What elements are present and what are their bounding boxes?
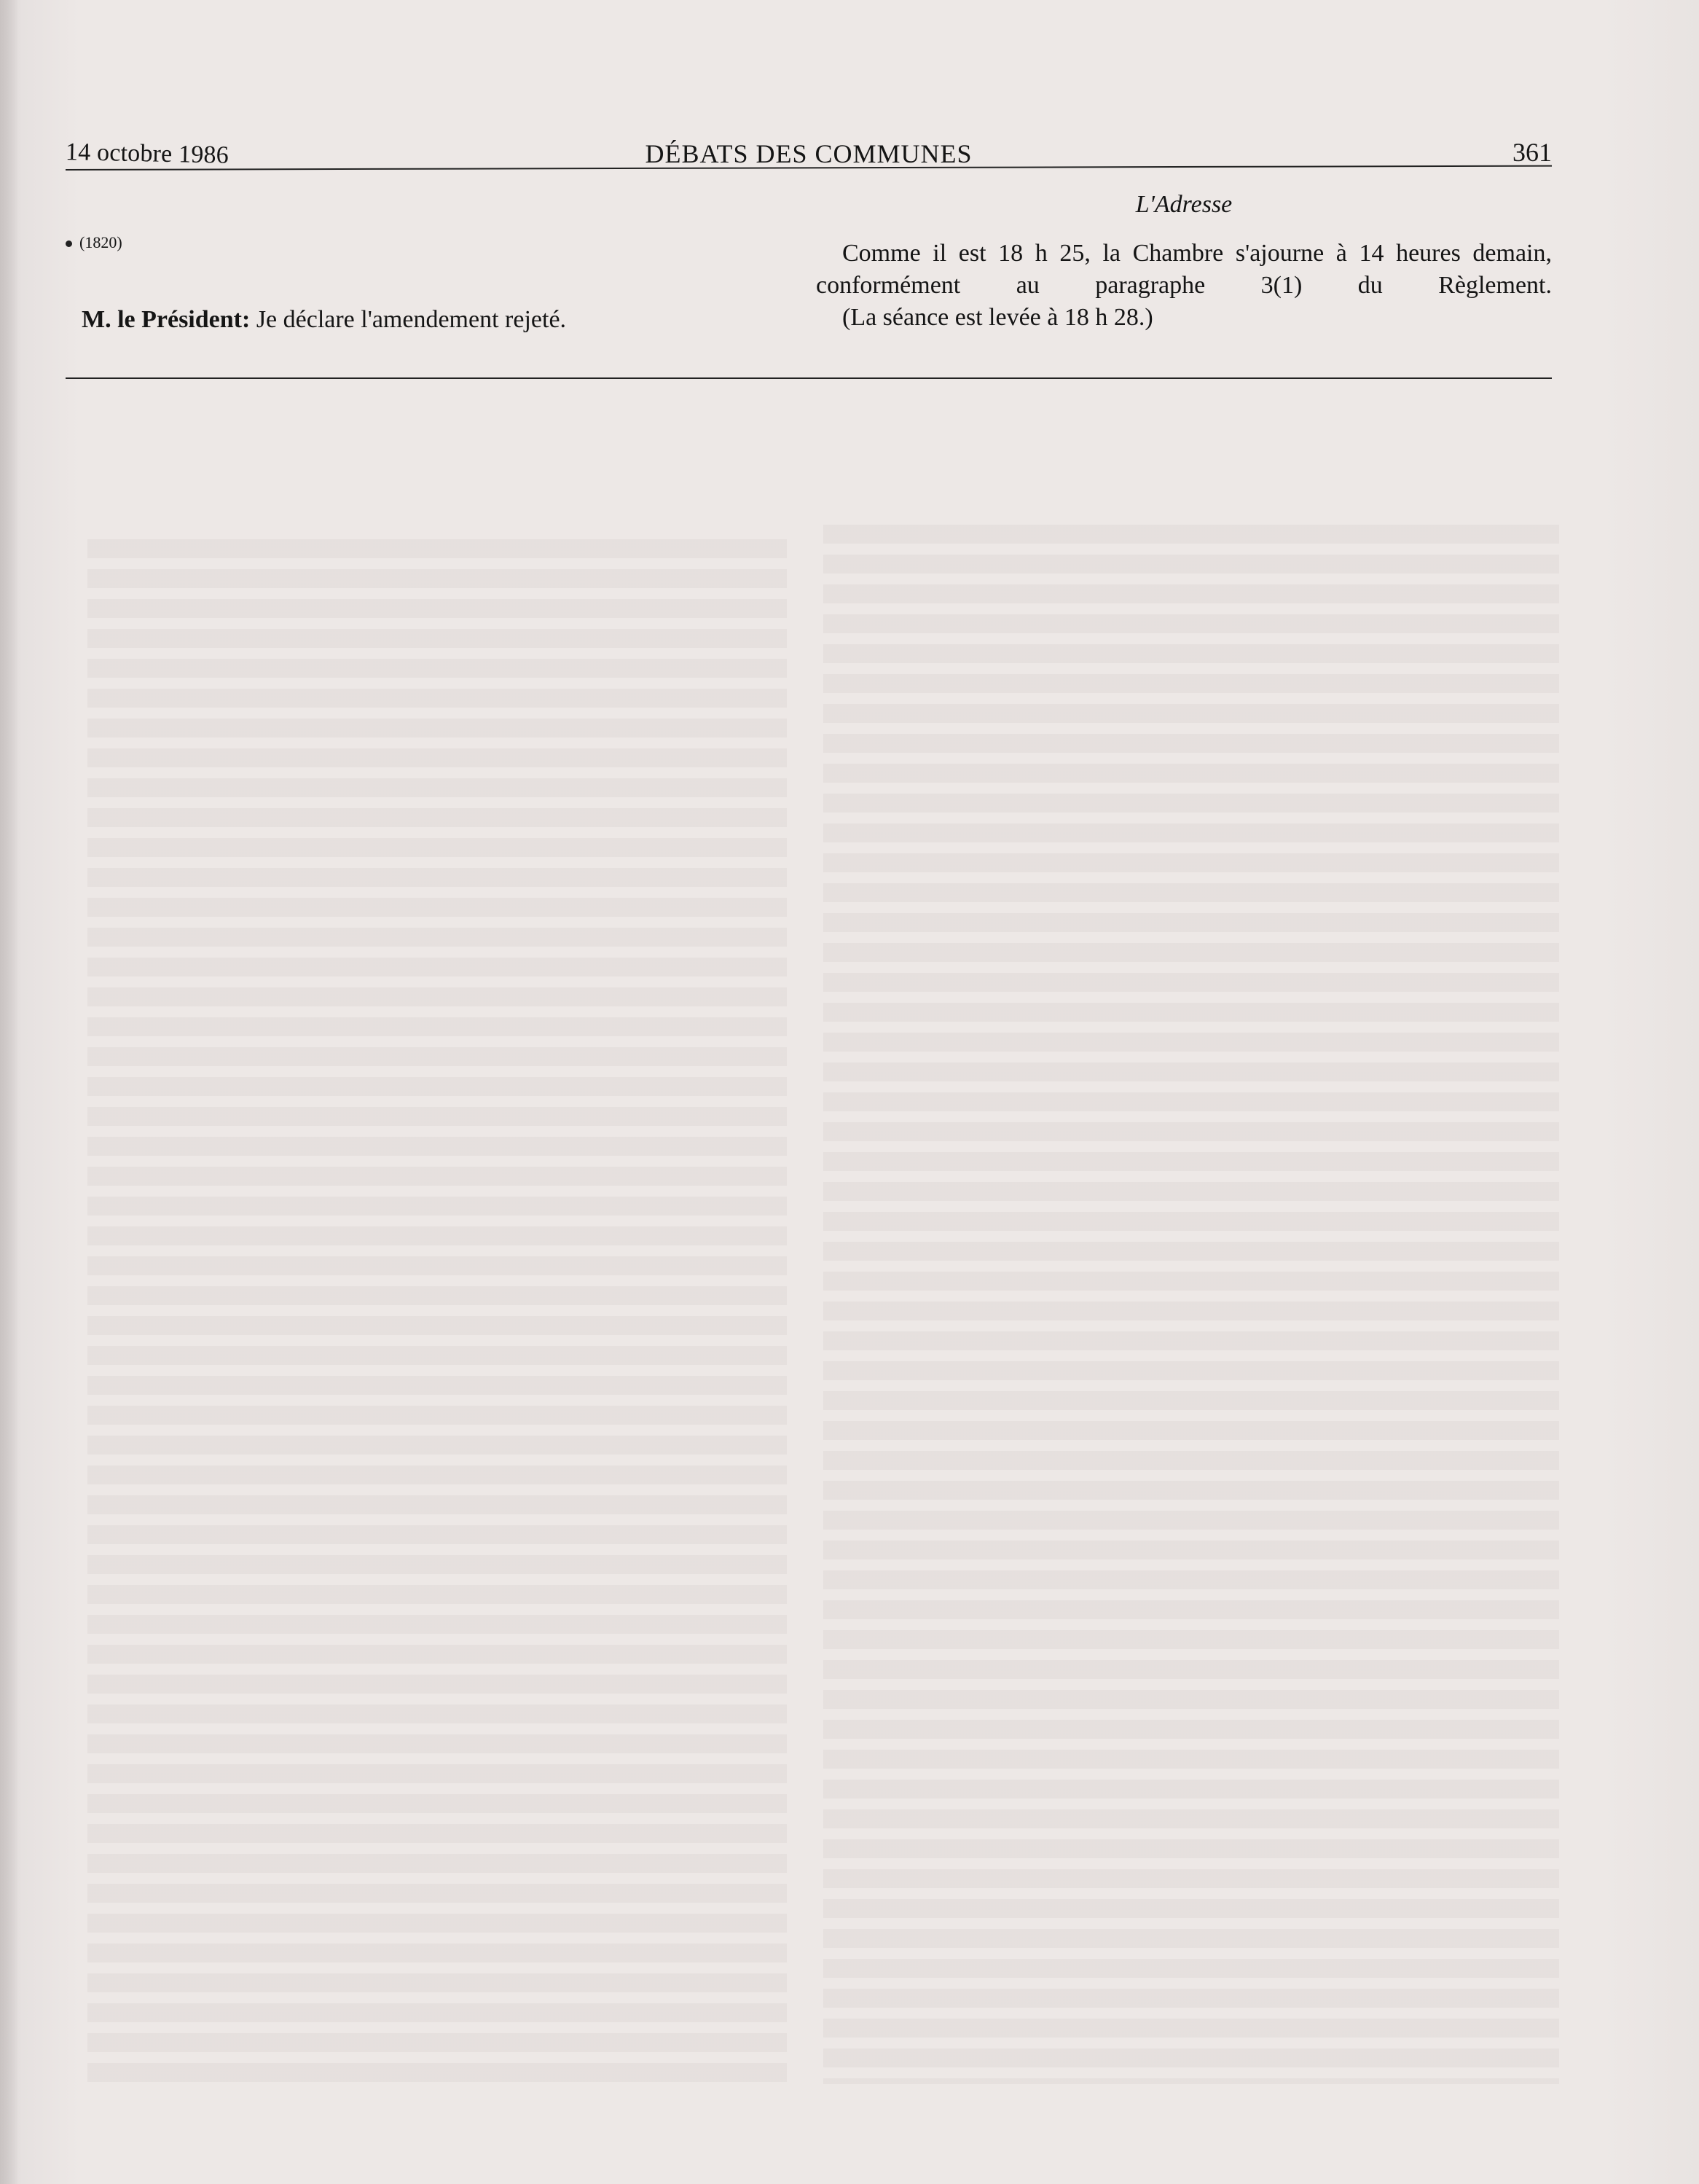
section-end-rule (66, 377, 1552, 379)
bleed-through-right-column (823, 525, 1559, 2084)
speaker-paragraph (82, 305, 803, 335)
closing-line: (La séance est levée à 18 h 28.) (842, 304, 1153, 331)
header-date: 14 octobre 1986 (65, 138, 229, 169)
speaker-text: Je déclare l'amendement rejeté. (250, 306, 567, 333)
adjournment-block (816, 238, 1552, 334)
speaker-name: M. le Président: (82, 306, 251, 333)
bleed-through-left-column (87, 539, 787, 2084)
header-title: DÉBATS DES COMMUNES (645, 139, 973, 168)
binding-shadow (0, 0, 19, 2184)
bullet-icon (66, 240, 72, 247)
section-label: L'Adresse (1135, 191, 1233, 218)
adjournment-paragraph: Comme il est 18 h 25, la Chambre s'ajourne à 14 heures demain, conformément au paragraphe 3(1) du Règlement. (816, 240, 1552, 299)
time-marker (66, 233, 122, 252)
page-number: 361 (1512, 138, 1552, 167)
time-marker-text: (1820) (79, 233, 122, 251)
